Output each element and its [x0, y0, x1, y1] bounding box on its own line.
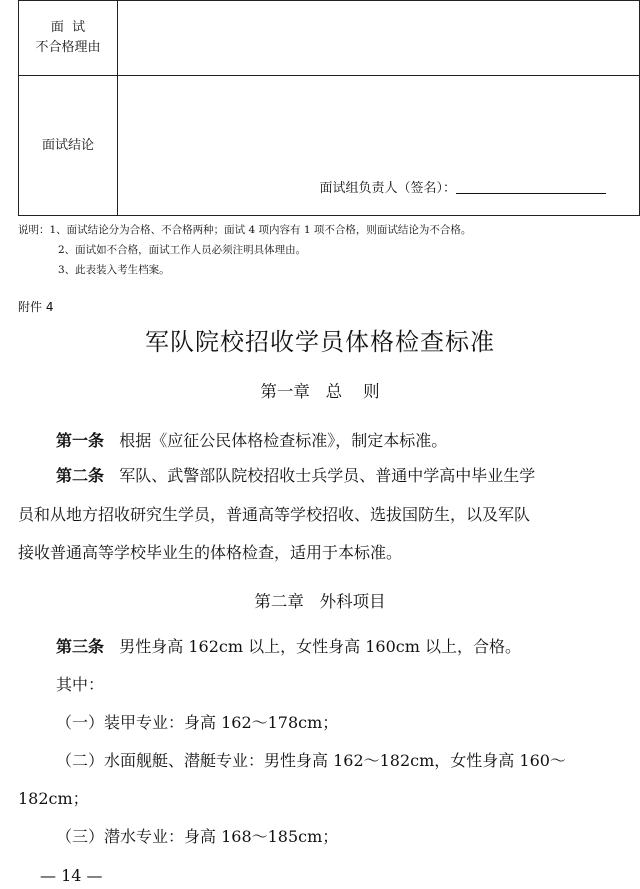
- article-2-text-1: 军队、武警部队院校招收士兵学员、普通中学高中毕业生学: [119, 466, 536, 485]
- article-3: [56, 634, 521, 657]
- chapter-1-heading: 第一章 总 则: [260, 382, 380, 401]
- article-3-label: 第三条: [56, 637, 105, 656]
- signature-label: 面试组负责人（签名）：: [319, 181, 456, 196]
- item-2-line-2: 182cm；: [18, 789, 89, 808]
- article-2-line-3: 接收普通高等学校毕业生的体格检查，适用于本标准。: [18, 543, 403, 562]
- signature-line: [456, 181, 606, 194]
- note-1: 说明：1、面试结论分为合格、不合格两种；面试 4 项内容有 1 项不合格，则面试结论为不合格。: [18, 224, 472, 236]
- item-2-line-1: （二）水面舰艇、潜艇专业：男性身高 162～182cm，女性身高 160～: [56, 751, 566, 770]
- qizhong-text: 其中：: [56, 675, 105, 694]
- page-number: — 14 —: [40, 866, 103, 885]
- item-3: （三）潜水专业：身高 168～185cm；: [56, 827, 339, 846]
- signature-row: [319, 177, 606, 196]
- article-1: [56, 428, 447, 451]
- label-line-1: 面 试: [50, 20, 86, 35]
- note-2: 2、面试如不合格，面试工作人员必须注明具体理由。: [58, 244, 307, 256]
- article-1-label: 第一条: [56, 431, 105, 450]
- chapter-2-heading: 第二章 外科项目: [254, 592, 386, 611]
- article-2-label: 第二条: [56, 466, 105, 485]
- article-3-text: 男性身高 162cm 以上，女性身高 160cm 以上，合格。: [119, 637, 521, 656]
- interview-conclusion-label: 面试结论: [19, 76, 118, 216]
- document-title: 军队院校招收学员体格检查标准: [145, 328, 495, 356]
- article-1-text: 根据《应征公民体格检查标准》，制定本标准。: [119, 431, 448, 450]
- article-2-line-2: 员和从地方招收研究生学员，普通高等学校招收、选拔国防生，以及军队: [18, 505, 531, 524]
- article-2-line-1: [56, 463, 535, 486]
- item-1: （一）装甲专业：身高 162～178cm；: [56, 713, 339, 732]
- note-3: 3、此表装入考生档案。: [58, 264, 170, 276]
- attachment-label: 附件 4: [18, 300, 54, 314]
- interview-fail-reason-cell: [118, 1, 640, 76]
- interview-fail-reason-label: [19, 1, 118, 76]
- label-line-2: 不合格理由: [35, 40, 101, 55]
